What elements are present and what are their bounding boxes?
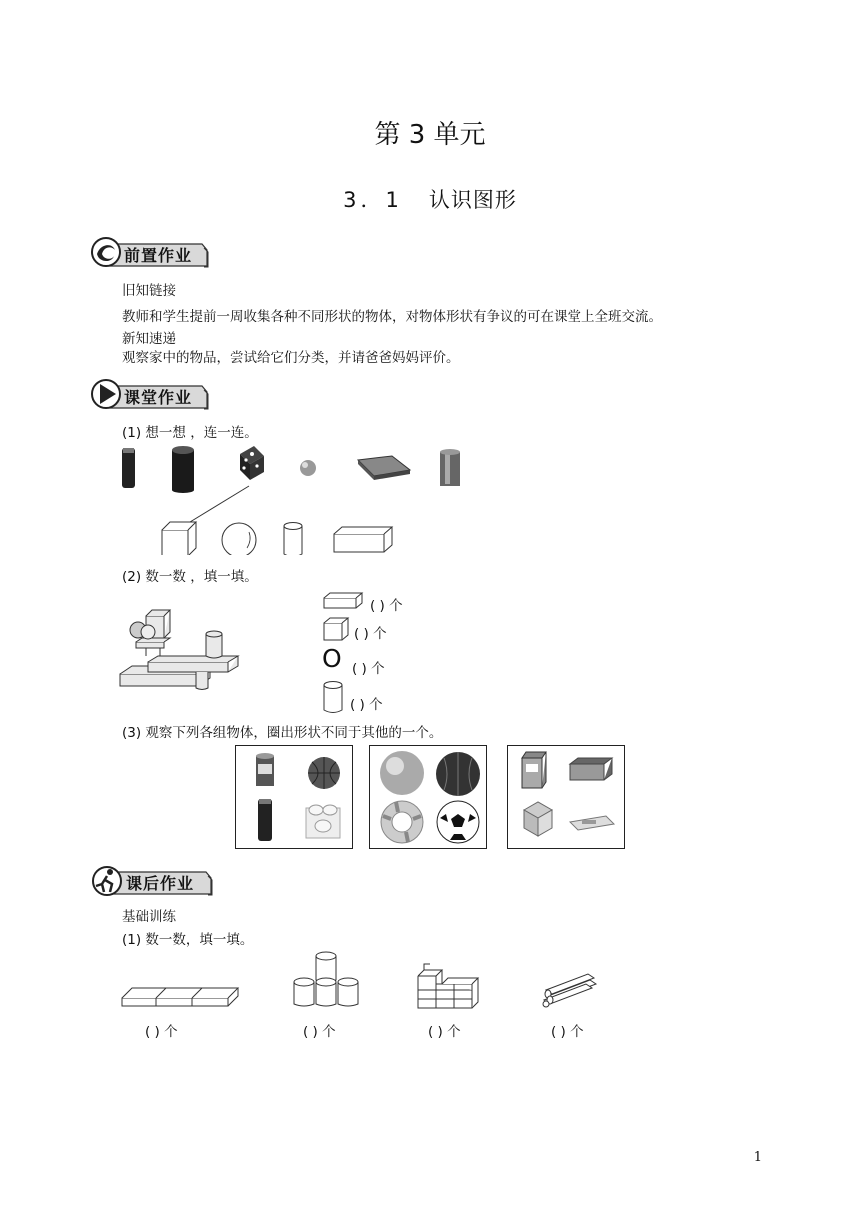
old-link-label: 旧知链接	[122, 283, 176, 299]
section-heading: 课后作业	[126, 874, 195, 893]
question-3-prompt: (3) 观察下列各组物体，圈出形状不同于其他的一个。	[122, 725, 443, 741]
pencil-box-object	[570, 816, 614, 830]
small-ball-object	[300, 460, 316, 476]
sphere-shape	[222, 523, 256, 555]
new-link-label: 新知速递	[122, 331, 176, 347]
hw-cuboid-count-blank[interactable]: ( ) 个	[145, 1024, 178, 1040]
cuboid-icon	[322, 590, 366, 614]
after-question-1-prompt: (1) 数一数，填一填。	[122, 932, 254, 948]
hw-cube-count-blank[interactable]: ( ) 个	[428, 1024, 461, 1040]
cube-stack-figure	[416, 962, 488, 1010]
section-heading: 前置作业	[124, 246, 193, 265]
question-1-prompt: (1) 想一想 ，连一连。	[122, 425, 258, 441]
cuboid-count-blank[interactable]: ( ) 个	[370, 598, 403, 614]
question-2-prompt: (2) 数一数 ，填一填。	[122, 569, 258, 585]
section-header-class-work	[90, 378, 210, 412]
cylinder-bundle-figure	[540, 968, 602, 1008]
rubiks-cube-object	[524, 802, 552, 836]
lesson-title	[0, 184, 860, 214]
page-number: 1	[753, 1150, 762, 1165]
cylinder-stack-figure	[290, 950, 364, 1010]
paper-roll-object	[306, 805, 340, 838]
eraser-object	[570, 758, 612, 780]
sphere-count-blank[interactable]: ( ) 个	[352, 661, 385, 677]
basketball-object	[308, 757, 340, 789]
basic-training-label: 基础训练	[122, 909, 176, 925]
soda-can-object	[256, 753, 274, 786]
cylinder-count-blank[interactable]: ( ) 个	[350, 697, 383, 713]
soccer-ball-object	[437, 801, 479, 843]
milk-carton-object	[522, 752, 546, 788]
section-header-after-work	[90, 864, 214, 898]
black-cylinder-object	[172, 446, 194, 493]
swim-ring-object	[381, 801, 423, 843]
cylinder-icon	[322, 680, 346, 716]
thermos-object	[258, 799, 272, 841]
cylinder-shape	[284, 523, 302, 556]
hw-bundle-count-blank[interactable]: ( ) 个	[551, 1024, 584, 1040]
watermelon-object	[436, 752, 480, 796]
cube-icon	[322, 616, 352, 642]
new-link-text: 观察家中的物品，尝试给它们分类，并请爸爸妈妈评价。	[122, 350, 460, 366]
hw-cylinder-count-blank[interactable]: ( ) 个	[303, 1024, 336, 1040]
can-object	[440, 449, 460, 486]
old-link-text: 教师和学生提前一周收集各种不同形状的物体，对物体形状有争议的可在课堂上全班交流。	[122, 309, 662, 325]
section-header-pre-work	[90, 236, 210, 270]
object-group-2	[369, 745, 487, 849]
thermos-object	[122, 448, 135, 488]
silver-ball-object	[380, 751, 424, 795]
cube-shape	[162, 522, 196, 555]
q2-stacked-shapes-figure	[118, 604, 242, 696]
dice-object	[240, 446, 264, 480]
lesson-name: 认识图形	[428, 188, 517, 212]
flat-box-object	[358, 456, 410, 480]
object-group-3	[507, 745, 625, 849]
section-heading: 课堂作业	[124, 388, 193, 407]
object-group-1	[235, 745, 353, 849]
cuboid-row-figure	[120, 982, 240, 1012]
unit-title: 第 3 单元	[374, 120, 486, 150]
cube-count-blank[interactable]: ( ) 个	[354, 626, 387, 642]
sphere-glyph: O	[322, 644, 342, 673]
lesson-number: 3．1	[343, 188, 403, 212]
q1-matching-figure	[112, 440, 482, 555]
cuboid-shape	[334, 527, 392, 552]
